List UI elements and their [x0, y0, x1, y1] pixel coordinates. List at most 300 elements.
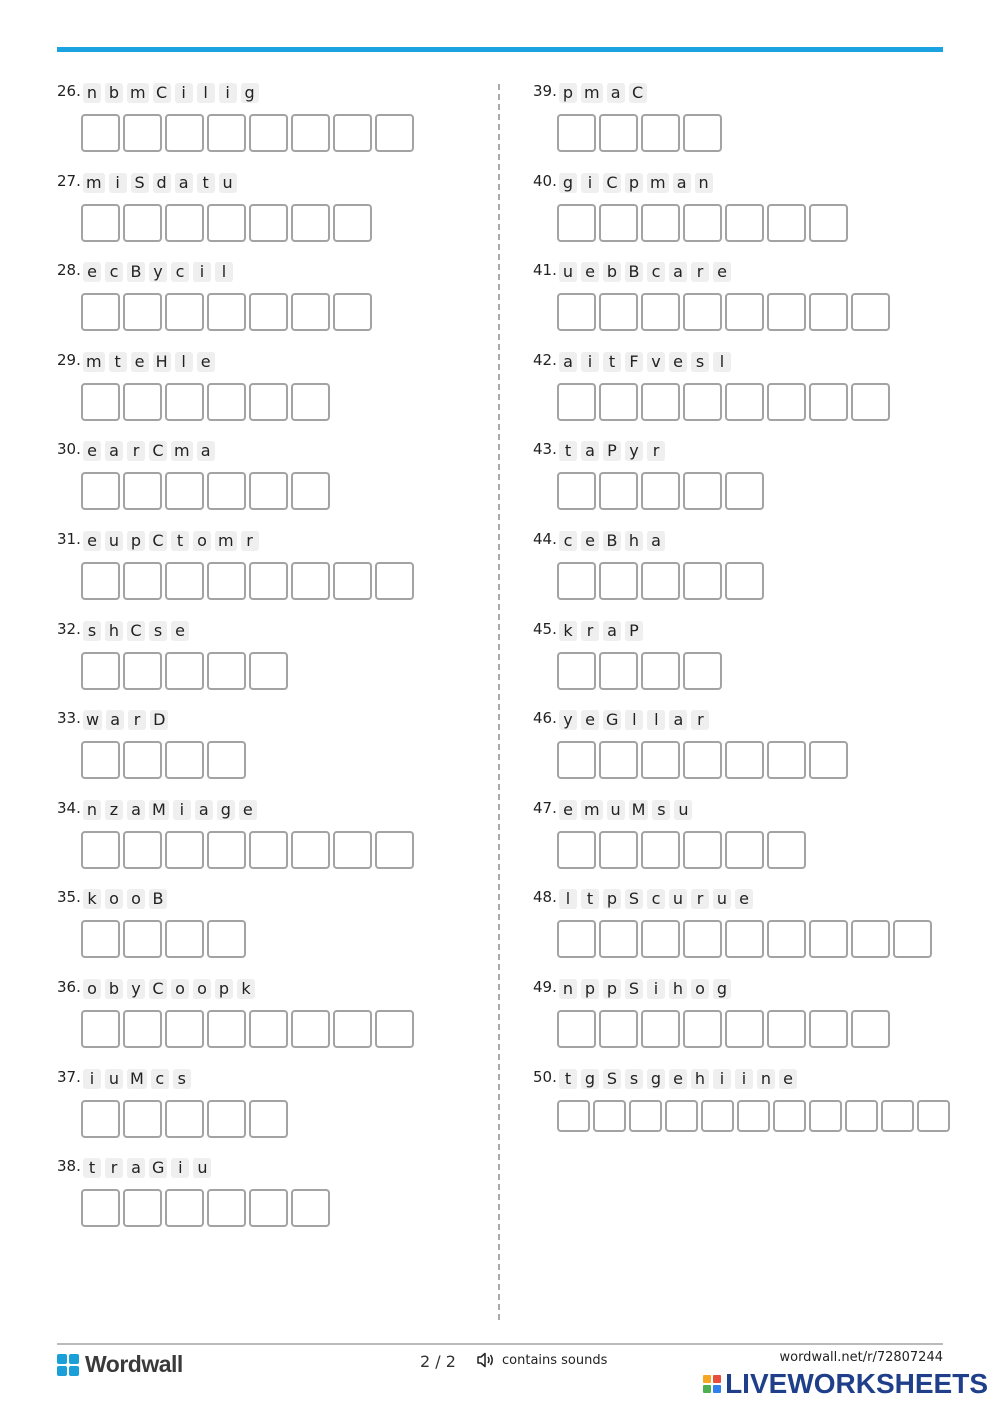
scrambled-letter: e [131, 352, 149, 372]
puzzle-item [533, 351, 963, 441]
letter-input-box[interactable] [333, 562, 372, 600]
scrambled-letter: e [581, 531, 599, 551]
letter-input-box[interactable] [767, 920, 806, 958]
letter-input-box[interactable] [557, 472, 596, 510]
answer-boxes [81, 114, 414, 152]
letter-input-box[interactable] [291, 831, 330, 869]
letter-input-box[interactable] [249, 562, 288, 600]
scrambled-letter: M [629, 800, 649, 820]
letter-input-box[interactable] [683, 920, 722, 958]
letter-input-box[interactable] [291, 472, 330, 510]
letter-input-box[interactable] [599, 114, 638, 152]
item-number: 46. [533, 709, 557, 728]
letter-input-box[interactable] [207, 652, 246, 690]
letter-input-box[interactable] [809, 383, 848, 421]
letter-input-box[interactable] [165, 293, 204, 331]
scrambled-letter: e [559, 800, 577, 820]
scrambled-letter: C [629, 83, 647, 103]
item-number: 31. [57, 529, 81, 548]
letter-input-box[interactable] [333, 831, 372, 869]
scrambled-letter: n [757, 1069, 775, 1089]
scrambled-letter: t [603, 352, 621, 372]
scrambled-letter: P [625, 621, 643, 641]
page-indicator: 2 / 2 [420, 1352, 456, 1371]
letter-input-box[interactable] [207, 741, 246, 779]
letter-input-box[interactable] [683, 383, 722, 421]
letter-input-box[interactable] [123, 831, 162, 869]
scrambled-letter: B [127, 262, 145, 282]
letter-input-box[interactable] [81, 1100, 120, 1138]
letter-input-box[interactable] [123, 920, 162, 958]
letter-input-box[interactable] [737, 1100, 770, 1132]
letter-input-box[interactable] [641, 293, 680, 331]
scrambled-letter: y [149, 262, 167, 282]
scrambled-letter: m [171, 441, 193, 461]
scrambled-letter: C [127, 621, 145, 641]
letter-input-box[interactable] [165, 383, 204, 421]
puzzle-item [57, 261, 487, 351]
letter-input-box[interactable] [557, 741, 596, 779]
letter-input-box[interactable] [683, 831, 722, 869]
letter-input-box[interactable] [207, 562, 246, 600]
letter-input-box[interactable] [641, 741, 680, 779]
letter-input-box[interactable] [165, 1189, 204, 1227]
letter-input-box[interactable] [725, 1010, 764, 1048]
scrambled-letter: C [149, 979, 167, 999]
letter-input-box[interactable] [333, 204, 372, 242]
scrambled-letter: c [647, 262, 665, 282]
letter-input-box[interactable] [641, 114, 680, 152]
scrambled-letter: u [105, 531, 123, 551]
item-number: 36. [57, 977, 81, 996]
letter-input-box[interactable] [599, 472, 638, 510]
letter-input-box[interactable] [641, 204, 680, 242]
letter-input-box[interactable] [641, 562, 680, 600]
letter-input-box[interactable] [683, 204, 722, 242]
letter-input-box[interactable] [557, 293, 596, 331]
answer-boxes [557, 562, 764, 600]
letter-input-box[interactable] [207, 1189, 246, 1227]
scrambled-letters [83, 531, 259, 551]
scrambled-letter: u [607, 800, 625, 820]
letter-input-box[interactable] [375, 831, 414, 869]
letter-input-box[interactable] [773, 1100, 806, 1132]
letter-input-box[interactable] [165, 652, 204, 690]
letter-input-box[interactable] [641, 831, 680, 869]
letter-input-box[interactable] [291, 204, 330, 242]
letter-input-box[interactable] [249, 1010, 288, 1048]
answer-boxes [81, 293, 372, 331]
letter-input-box[interactable] [165, 920, 204, 958]
letter-input-box[interactable] [123, 114, 162, 152]
scrambled-letters [559, 262, 731, 282]
letter-input-box[interactable] [375, 1010, 414, 1048]
letter-input-box[interactable] [557, 652, 596, 690]
letter-input-box[interactable] [249, 831, 288, 869]
scrambled-letter: l [559, 889, 577, 909]
letter-input-box[interactable] [767, 293, 806, 331]
letter-input-box[interactable] [557, 1100, 590, 1132]
liveworksheets-logo[interactable] [703, 1368, 988, 1400]
letter-input-box[interactable] [165, 562, 204, 600]
letter-input-box[interactable] [123, 652, 162, 690]
letter-input-box[interactable] [249, 1100, 288, 1138]
puzzle-item [57, 351, 487, 441]
scrambled-letter: C [603, 173, 621, 193]
letter-input-box[interactable] [593, 1100, 626, 1132]
scrambled-letters [83, 979, 255, 999]
scrambled-letters [559, 1069, 797, 1089]
scrambled-letter: i [647, 979, 665, 999]
scrambled-letter: o [691, 979, 709, 999]
letter-input-box[interactable] [249, 383, 288, 421]
item-number: 38. [57, 1157, 81, 1176]
item-number: 37. [57, 1067, 81, 1086]
letter-input-box[interactable] [893, 920, 932, 958]
letter-input-box[interactable] [207, 831, 246, 869]
letter-input-box[interactable] [123, 1189, 162, 1227]
letter-input-box[interactable] [333, 1010, 372, 1048]
letter-input-box[interactable] [683, 562, 722, 600]
letter-input-box[interactable] [809, 204, 848, 242]
scrambled-letter: y [127, 979, 145, 999]
letter-input-box[interactable] [165, 114, 204, 152]
letter-input-box[interactable] [165, 204, 204, 242]
scrambled-letter: p [625, 173, 643, 193]
answer-boxes [81, 1189, 330, 1227]
letter-input-box[interactable] [249, 114, 288, 152]
letter-input-box[interactable] [81, 383, 120, 421]
scrambled-letter: h [691, 1069, 709, 1089]
letter-input-box[interactable] [81, 1010, 120, 1048]
letter-input-box[interactable] [207, 1010, 246, 1048]
answer-boxes [81, 383, 330, 421]
letter-input-box[interactable] [851, 920, 890, 958]
letter-input-box[interactable] [725, 293, 764, 331]
letter-input-box[interactable] [123, 1100, 162, 1138]
letter-input-box[interactable] [291, 293, 330, 331]
scrambled-letter: G [149, 1158, 167, 1178]
letter-input-box[interactable] [599, 831, 638, 869]
item-number: 49. [533, 977, 557, 996]
scrambled-letters [83, 1158, 211, 1178]
letter-input-box[interactable] [207, 204, 246, 242]
scrambled-letter: i [581, 173, 599, 193]
puzzle-item [57, 172, 487, 262]
scrambled-letter: u [674, 800, 692, 820]
item-number: 41. [533, 261, 557, 280]
contains-sounds [476, 1352, 607, 1368]
letter-input-box[interactable] [767, 741, 806, 779]
letter-input-box[interactable] [291, 114, 330, 152]
scrambled-letter: B [603, 531, 621, 551]
scrambled-letter: i [83, 1069, 101, 1089]
scrambled-letter: a [603, 621, 621, 641]
item-number: 45. [533, 619, 557, 638]
scrambled-letter: t [83, 1158, 101, 1178]
letter-input-box[interactable] [683, 472, 722, 510]
puzzle-item [57, 440, 487, 530]
letter-input-box[interactable] [557, 562, 596, 600]
scrambled-letter: s [625, 1069, 643, 1089]
scrambled-letter: a [127, 800, 145, 820]
scrambled-letter: S [131, 173, 149, 193]
scrambled-letter: i [171, 1158, 189, 1178]
letter-input-box[interactable] [809, 1010, 848, 1048]
scrambled-letter: l [175, 352, 193, 372]
scrambled-letter: o [83, 979, 101, 999]
scrambled-letter: k [83, 889, 101, 909]
scrambled-letter: e [669, 352, 687, 372]
answer-boxes [81, 920, 246, 958]
letter-input-box[interactable] [207, 114, 246, 152]
scrambled-letter: t [559, 1069, 577, 1089]
letter-input-box[interactable] [249, 204, 288, 242]
letter-input-box[interactable] [809, 293, 848, 331]
item-number: 50. [533, 1067, 557, 1086]
letter-input-box[interactable] [165, 741, 204, 779]
letter-input-box[interactable] [557, 114, 596, 152]
letter-input-box[interactable] [767, 383, 806, 421]
letter-input-box[interactable] [81, 114, 120, 152]
letter-input-box[interactable] [767, 1010, 806, 1048]
scrambled-letter: c [559, 531, 577, 551]
left-column [57, 82, 487, 1247]
right-column [533, 82, 963, 1157]
scrambled-letters [83, 710, 168, 730]
answer-boxes [81, 562, 414, 600]
letter-input-box[interactable] [641, 472, 680, 510]
letter-input-box[interactable] [725, 383, 764, 421]
letter-input-box[interactable] [851, 383, 890, 421]
item-number: 26. [57, 82, 81, 100]
letter-input-box[interactable] [207, 383, 246, 421]
scrambled-letter: a [197, 441, 215, 461]
speaker-icon [476, 1352, 496, 1368]
letter-input-box[interactable] [557, 920, 596, 958]
letter-input-box[interactable] [599, 562, 638, 600]
letter-input-box[interactable] [665, 1100, 698, 1132]
scrambled-letter: u [105, 1069, 123, 1089]
scrambled-letter: B [149, 889, 167, 909]
puzzle-item [57, 888, 487, 978]
letter-input-box[interactable] [851, 293, 890, 331]
puzzle-item [533, 620, 963, 710]
letter-input-box[interactable] [809, 1100, 842, 1132]
letter-input-box[interactable] [81, 204, 120, 242]
letter-input-box[interactable] [683, 114, 722, 152]
letter-input-box[interactable] [207, 293, 246, 331]
scrambled-letter: i [193, 262, 211, 282]
scrambled-letter: s [149, 621, 167, 641]
letter-input-box[interactable] [683, 1010, 722, 1048]
scrambled-letter: p [603, 979, 621, 999]
letter-input-box[interactable] [165, 472, 204, 510]
letter-input-box[interactable] [249, 652, 288, 690]
letter-input-box[interactable] [725, 204, 764, 242]
letter-input-box[interactable] [641, 383, 680, 421]
scrambled-letter: e [171, 621, 189, 641]
letter-input-box[interactable] [123, 472, 162, 510]
letter-input-box[interactable] [81, 831, 120, 869]
scrambled-letter: F [625, 352, 643, 372]
scrambled-letter: s [83, 621, 101, 641]
letter-input-box[interactable] [599, 293, 638, 331]
letter-input-box[interactable] [375, 562, 414, 600]
letter-input-box[interactable] [81, 293, 120, 331]
scrambled-letter: w [83, 710, 102, 730]
scrambled-letter: n [559, 979, 577, 999]
letter-input-box[interactable] [207, 920, 246, 958]
answer-boxes [557, 1010, 890, 1048]
answer-boxes [557, 383, 890, 421]
letter-input-box[interactable] [851, 1010, 890, 1048]
letter-input-box[interactable] [917, 1100, 950, 1132]
letter-input-box[interactable] [599, 1010, 638, 1048]
letter-input-box[interactable] [725, 562, 764, 600]
letter-input-box[interactable] [81, 562, 120, 600]
letter-input-box[interactable] [81, 1189, 120, 1227]
letter-input-box[interactable] [767, 204, 806, 242]
letter-input-box[interactable] [375, 114, 414, 152]
scrambled-letter: o [127, 889, 145, 909]
letter-input-box[interactable] [165, 831, 204, 869]
scrambled-letter: o [193, 979, 211, 999]
puzzle-item [533, 261, 963, 351]
letter-input-box[interactable] [557, 204, 596, 242]
letter-input-box[interactable] [165, 1010, 204, 1048]
scrambled-letter: e [83, 441, 101, 461]
scrambled-letter: a [106, 710, 124, 730]
letter-input-box[interactable] [683, 652, 722, 690]
letter-input-box[interactable] [881, 1100, 914, 1132]
scrambled-letters [559, 441, 665, 461]
letter-input-box[interactable] [641, 1010, 680, 1048]
scrambled-letter: a [175, 173, 193, 193]
puzzle-item [533, 709, 963, 799]
letter-input-box[interactable] [165, 1100, 204, 1138]
letter-input-box[interactable] [291, 1010, 330, 1048]
scrambled-letter: r [128, 710, 146, 730]
scrambled-letter: i [219, 83, 237, 103]
letter-input-box[interactable] [123, 204, 162, 242]
letter-input-box[interactable] [207, 472, 246, 510]
letter-input-box[interactable] [291, 383, 330, 421]
scrambled-letter: k [237, 979, 255, 999]
scrambled-letter: y [559, 710, 577, 730]
scrambled-letter: a [669, 262, 687, 282]
letter-input-box[interactable] [333, 114, 372, 152]
item-number: 34. [57, 798, 81, 817]
wordwall-logo-icon [57, 1354, 79, 1376]
column-divider [498, 84, 500, 1320]
letter-input-box[interactable] [557, 831, 596, 869]
letter-input-box[interactable] [641, 652, 680, 690]
scrambled-letters [83, 1069, 191, 1089]
letter-input-box[interactable] [81, 652, 120, 690]
answer-boxes [557, 114, 722, 152]
letter-input-box[interactable] [123, 383, 162, 421]
letter-input-box[interactable] [725, 472, 764, 510]
letter-input-box[interactable] [845, 1100, 878, 1132]
letter-input-box[interactable] [557, 1010, 596, 1048]
letter-input-box[interactable] [701, 1100, 734, 1132]
scrambled-letter: e [779, 1069, 797, 1089]
letter-input-box[interactable] [809, 920, 848, 958]
scrambled-letter: r [647, 441, 665, 461]
letter-input-box[interactable] [683, 741, 722, 779]
letter-input-box[interactable] [249, 1189, 288, 1227]
puzzle-item [57, 1068, 487, 1158]
letter-input-box[interactable] [81, 472, 120, 510]
letter-input-box[interactable] [725, 741, 764, 779]
scrambled-letter: v [647, 352, 665, 372]
answer-boxes [557, 1100, 950, 1132]
item-number: 44. [533, 529, 557, 548]
scrambled-letter: t [197, 173, 215, 193]
letter-input-box[interactable] [599, 741, 638, 779]
letter-input-box[interactable] [599, 204, 638, 242]
scrambled-letter: n [695, 173, 713, 193]
letter-input-box[interactable] [291, 562, 330, 600]
item-number: 35. [57, 888, 81, 907]
letter-input-box[interactable] [767, 831, 806, 869]
letter-input-box[interactable] [683, 293, 722, 331]
letter-input-box[interactable] [249, 293, 288, 331]
scrambled-letter: B [625, 262, 643, 282]
liveworksheets-logo-text: LIVEWORKSHEETS [725, 1368, 988, 1399]
scrambled-letter: h [669, 979, 687, 999]
worksheet-url[interactable]: wordwall.net/r/72807244 [779, 1350, 943, 1365]
wordwall-logo[interactable] [57, 1351, 183, 1378]
letter-input-box[interactable] [123, 741, 162, 779]
puzzle-item [533, 82, 963, 172]
letter-input-box[interactable] [725, 831, 764, 869]
scrambled-letter: e [735, 889, 753, 909]
scrambled-letter: S [603, 1069, 621, 1089]
letter-input-box[interactable] [809, 741, 848, 779]
letter-input-box[interactable] [599, 383, 638, 421]
letter-input-box[interactable] [81, 920, 120, 958]
item-number: 33. [57, 709, 81, 728]
letter-input-box[interactable] [249, 472, 288, 510]
letter-input-box[interactable] [123, 562, 162, 600]
answer-boxes [557, 204, 848, 242]
letter-input-box[interactable] [641, 920, 680, 958]
puzzle-item [57, 620, 487, 710]
letter-input-box[interactable] [207, 1100, 246, 1138]
letter-input-box[interactable] [557, 383, 596, 421]
scrambled-letter: a [669, 710, 687, 730]
letter-input-box[interactable] [629, 1100, 662, 1132]
scrambled-letter: l [713, 352, 731, 372]
letter-input-box[interactable] [123, 1010, 162, 1048]
letter-input-box[interactable] [123, 293, 162, 331]
scrambled-letter: m [83, 173, 105, 193]
letter-input-box[interactable] [599, 652, 638, 690]
letter-input-box[interactable] [333, 293, 372, 331]
puzzle-item [533, 1068, 963, 1158]
scrambled-letters [83, 262, 233, 282]
letter-input-box[interactable] [291, 1189, 330, 1227]
scrambled-letter: p [603, 889, 621, 909]
letter-input-box[interactable] [599, 920, 638, 958]
scrambled-letter: a [195, 800, 213, 820]
letter-input-box[interactable] [725, 920, 764, 958]
scrambled-letter: C [153, 83, 171, 103]
scrambled-letter: e [83, 262, 101, 282]
letter-input-box[interactable] [81, 741, 120, 779]
